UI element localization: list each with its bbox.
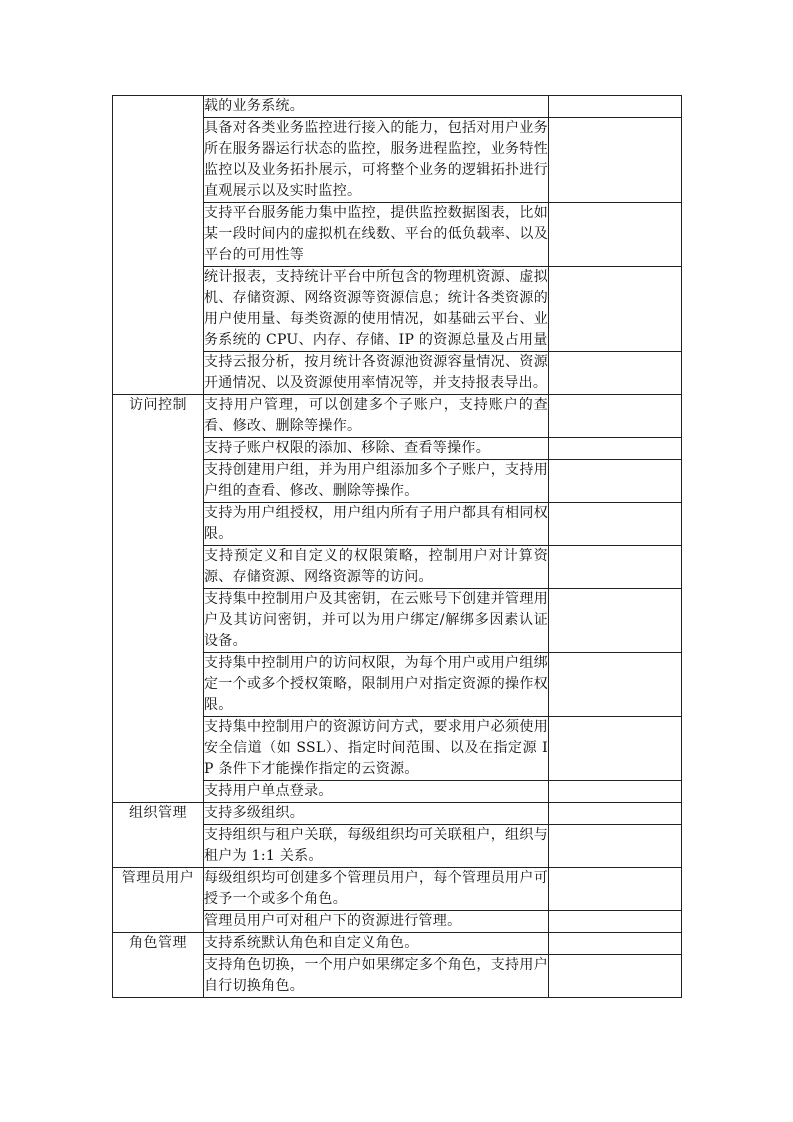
response-cell	[549, 267, 682, 352]
response-cell	[549, 352, 682, 395]
response-cell	[549, 118, 682, 203]
requirement-cell: 管理员用户可对租户下的资源进行管理。	[204, 911, 549, 933]
requirement-cell: 支持子账户权限的添加、移除、查看等操作。	[204, 438, 549, 460]
response-cell	[549, 717, 682, 781]
response-cell	[549, 460, 682, 503]
requirement-cell: 支持系统默认角色和自定义角色。	[204, 933, 549, 955]
requirement-cell: 支持多级组织。	[204, 803, 549, 825]
category-cell: 组织管理	[113, 803, 204, 868]
requirement-cell: 支持集中控制用户的访问权限，为每个用户或用户组绑定一个或多个授权策略，限制用户对指定资源的操作权限。	[204, 653, 549, 717]
requirement-cell: 支持用户管理，可以创建多个子账户，支持账户的查看、修改、删除等操作。	[204, 395, 549, 438]
table-row	[113, 96, 682, 118]
table-row	[113, 395, 682, 438]
requirement-cell: 支持集中控制用户的资源访问方式，要求用户必须使用安全信道（如 SSL）、指定时间范围、以及在指定源 IP 条件下才能操作指定的云资源。	[204, 717, 549, 781]
response-cell	[549, 825, 682, 868]
category-cell: 访问控制	[113, 395, 204, 803]
table-row	[113, 868, 682, 911]
response-cell	[549, 803, 682, 825]
requirements-table-body	[113, 96, 682, 998]
response-cell	[549, 589, 682, 653]
response-cell	[549, 438, 682, 460]
response-cell	[549, 546, 682, 589]
requirement-cell: 统计报表，支持统计平台中所包含的物理机资源、虚拟机、存储资源、网络资源等资源信息；统计各类资源的用户使用量、每类资源的使用情况，如基础云平台、业务系统的 CPU、内存、存储、IP 的资源总量及占用量	[204, 267, 549, 352]
requirement-cell: 支持为用户组授权，用户组内所有子用户都具有相同权限。	[204, 503, 549, 546]
category-cell	[113, 96, 204, 395]
requirement-cell: 支持组织与租户关联，每级组织均可关联租户，组织与租户为 1:1 关系。	[204, 825, 549, 868]
requirement-cell: 支持集中控制用户及其密钥，在云账号下创建并管理用户及其访问密钥，并可以为用户绑定/解绑多因素认证设备。	[204, 589, 549, 653]
requirement-cell: 支持角色切换，一个用户如果绑定多个角色，支持用户自行切换角色。	[204, 955, 549, 998]
category-cell: 角色管理	[113, 933, 204, 998]
requirement-cell: 支持预定义和自定义的权限策略，控制用户对计算资源、存储资源、网络资源等的访问。	[204, 546, 549, 589]
requirement-cell: 支持平台服务能力集中监控，提供监控数据图表，比如某一段时间内的虚拟机在线数、平台的低负载率、以及平台的可用性等	[204, 203, 549, 267]
table-row	[113, 803, 682, 825]
requirements-table	[112, 95, 682, 998]
response-cell	[549, 933, 682, 955]
requirement-cell: 载的业务系统。	[204, 96, 549, 118]
category-cell: 管理员用户	[113, 868, 204, 933]
table-row	[113, 933, 682, 955]
requirement-cell: 支持云报分析，按月统计各资源池资源容量情况、资源开通情况、以及资源使用率情况等，并支持报表导出。	[204, 352, 549, 395]
requirement-cell: 具备对各类业务监控进行接入的能力，包括对用户业务所在服务器运行状态的监控，服务进程监控，业务特性监控以及业务拓扑展示，可将整个业务的逻辑拓扑进行直观展示以及实时监控。	[204, 118, 549, 203]
response-cell	[549, 868, 682, 911]
response-cell	[549, 503, 682, 546]
response-cell	[549, 96, 682, 118]
requirement-cell: 支持创建用户组，并为用户组添加多个子账户，支持用户组的查看、修改、删除等操作。	[204, 460, 549, 503]
response-cell	[549, 395, 682, 438]
response-cell	[549, 955, 682, 998]
response-cell	[549, 781, 682, 803]
requirement-cell: 支持用户单点登录。	[204, 781, 549, 803]
response-cell	[549, 653, 682, 717]
response-cell	[549, 203, 682, 267]
requirement-cell: 每级组织均可创建多个管理员用户，每个管理员用户可授予一个或多个角色。	[204, 868, 549, 911]
response-cell	[549, 911, 682, 933]
